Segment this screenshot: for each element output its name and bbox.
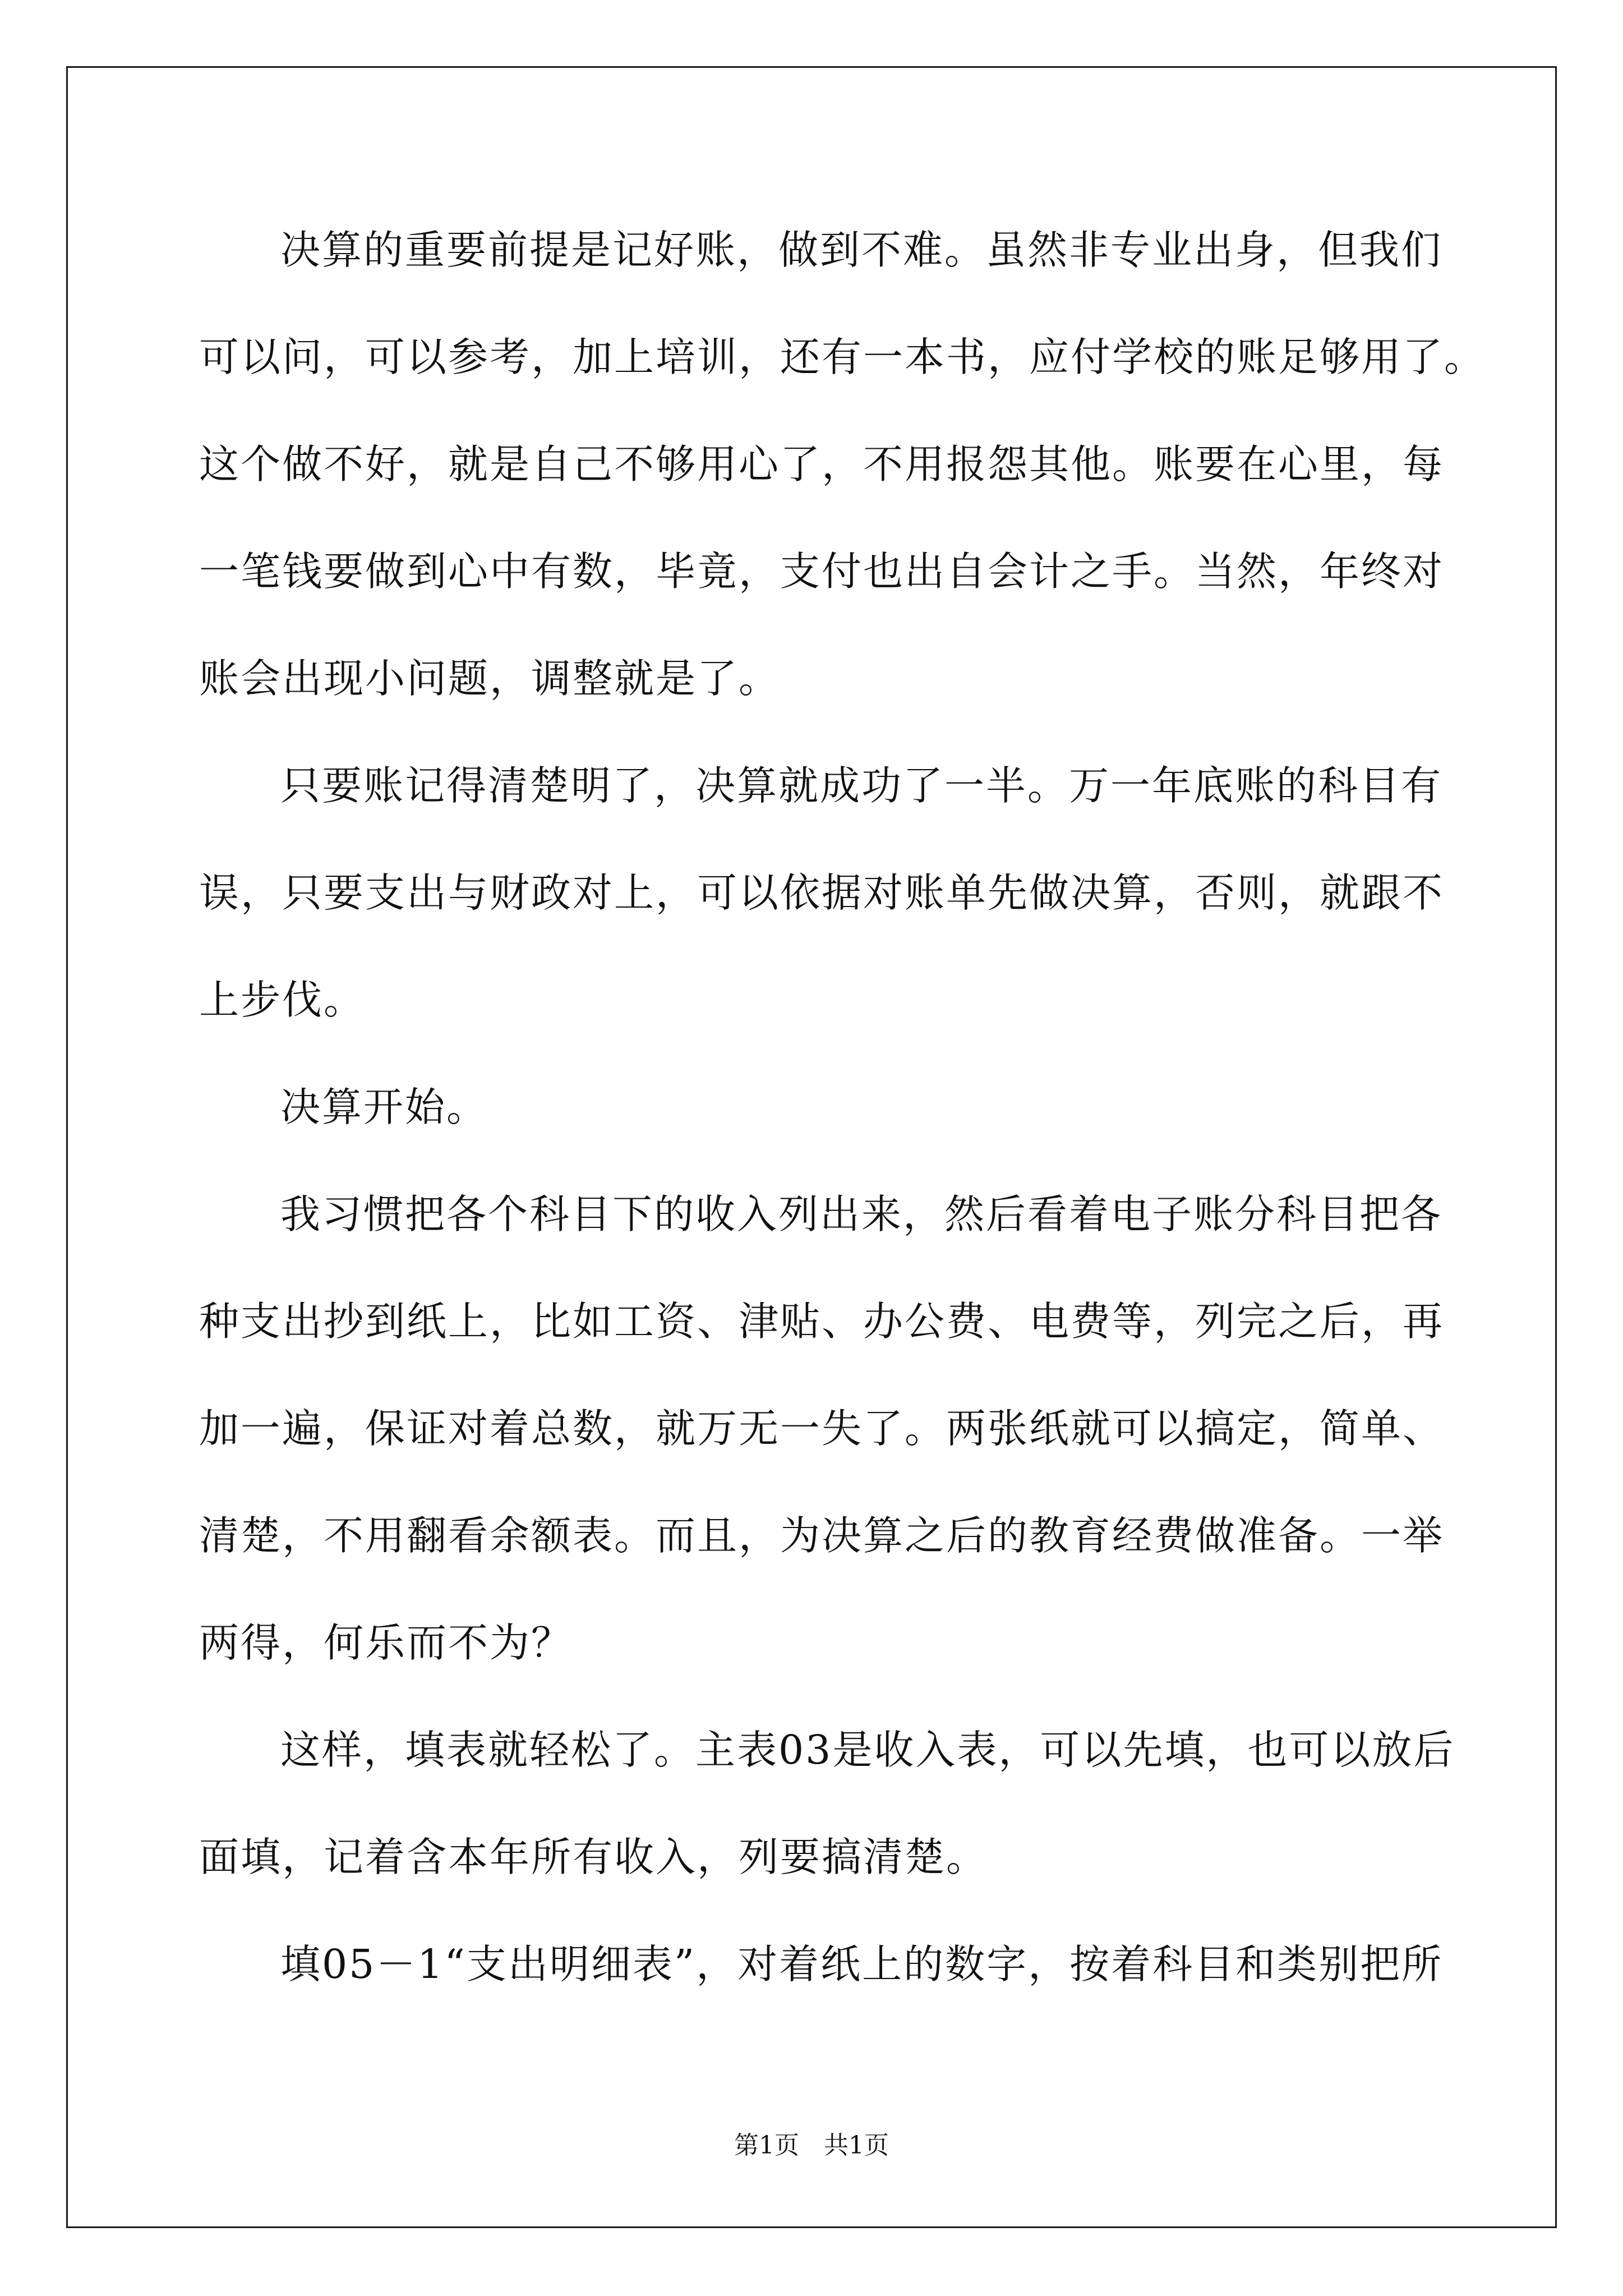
paragraph-line: 一笔钱要做到心中有数，毕竟，支付也出自会计之手。当然，年终对	[199, 548, 1445, 595]
page-border	[66, 66, 1557, 2228]
page-footer	[0, 2129, 1623, 2162]
paragraph-line: 这样，填表就轻松了。主表03是收入表，可以先填，也可以放后	[280, 1727, 1455, 1773]
paragraph-line: 决算的重要前提是记好账，做到不难。虽然非专业出身，但我们	[280, 227, 1443, 273]
paragraph-line: 种支出抄到纸上，比如工资、津贴、办公费、电费等，列完之后，再	[199, 1298, 1445, 1345]
paragraph-line: 可以问，可以参考，加上培训，还有一本书，应付学校的账足够用了。	[199, 334, 1486, 380]
paragraph-line: 误，只要支出与财政对上，可以依据对账单先做决算，否则，就跟不	[199, 869, 1445, 916]
paragraph-line: 填05－1“支出明细表”，对着纸上的数字，按着科目和类别把所	[280, 1941, 1444, 1987]
paragraph-line: 我习惯把各个科目下的收入列出来，然后看着电子账分科目把各	[280, 1191, 1443, 1237]
paragraph-line: 两得，何乐而不为？	[199, 1619, 573, 1666]
paragraph-line: 这个做不好，就是自己不够用心了，不用报怨其他。账要在心里，每	[199, 441, 1445, 487]
page-number-total: 共1页	[824, 2131, 889, 2160]
paragraph-line: 账会出现小问题，调整就是了。	[199, 655, 781, 702]
paragraph-line: 加一遍，保证对着总数，就万无一失了。两张纸就可以搞定，简单、	[199, 1405, 1445, 1452]
paragraph-line: 上步伐。	[199, 977, 366, 1023]
paragraph-line: 只要账记得清楚明了，决算就成功了一半。万一年底账的科目有	[280, 762, 1443, 809]
page-number-current: 第1页	[734, 2131, 799, 2160]
paragraph-line: 面填，记着含本年所有收入，列要搞清楚。	[199, 1834, 988, 1880]
paragraph-line: 清楚，不用翻看余额表。而且，为决算之后的教育经费做准备。一举	[199, 1512, 1445, 1559]
paragraph-line: 决算开始。	[280, 1084, 488, 1130]
